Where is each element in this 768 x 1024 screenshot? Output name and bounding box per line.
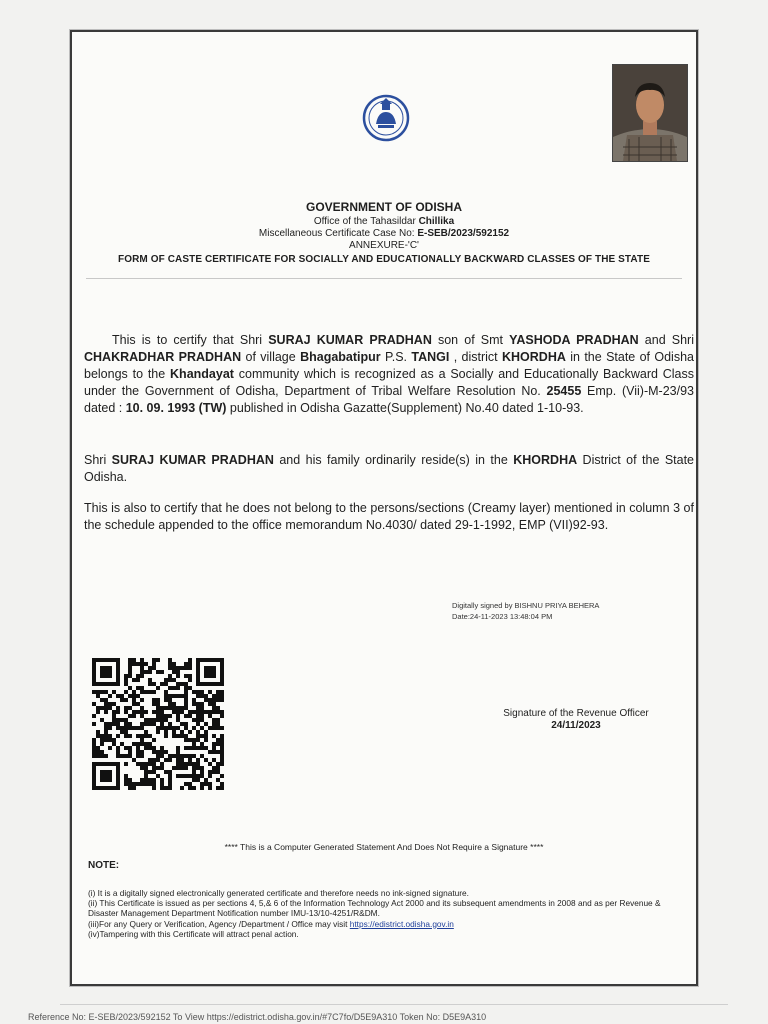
- note-label: NOTE:: [88, 860, 120, 871]
- form-title: FORM OF CASTE CERTIFICATE FOR SOCIALLY AND EDUCATIONALLY BACKWARD CLASSES OF THE STATE: [118, 254, 650, 265]
- certification-paragraph: This is to certify that Shri SURAJ KUMAR PRADHAN son of Smt YASHODA PRADHAN and Shri CHAKRADHAR PRADHAN of village Bhagabatipur P.S. TANGI , district KHORDHA in the State of Odisha belongs to the Khandayat community which is recognized as a Socially and Educationally Backward Class under the Government of Odisha, Department of Tribal Welfare Resolution No. 25455 Emp. (Vii)-M-23/93 dated : 10. 09. 1993 (TW) published in Odisha Gazatte(Supplement) No.40 dated 1-10-93.: [84, 333, 695, 415]
- signature-title: Signature of the Revenue Officer: [503, 708, 649, 719]
- header-divider: [86, 278, 682, 279]
- signature-block: [476, 708, 676, 732]
- office-line: Office of the Tahasildar Chillika: [313, 216, 455, 227]
- reference-footer: Reference No: E-SEB/2023/592152 To View https://edistrict.odisha.gov.in/#7C7fo/D5E9A310 Token No: D5E9A310: [28, 1012, 487, 1022]
- signature-date: 24/11/2023: [551, 720, 601, 731]
- notes-list: [88, 888, 688, 939]
- note-item: (iv)Tampering with this Certificate will attract penal action.: [88, 928, 299, 939]
- creamy-layer-paragraph: This is also to certify that he does not belong to the persons/sections (Creamy layer) mentioned in column 3 of the schedule appended to the office memorandum No.4030/ dated 29-1-1992, EMP (VII)92-93.: [84, 501, 694, 532]
- note-item: (i) It is a digitally signed electronically generated certificate and therefore needs no ink-signed signature.: [88, 888, 469, 898]
- applicant-photo: [612, 64, 688, 162]
- odisha-emblem-icon: [358, 88, 414, 144]
- computer-generated-note: **** This is a Computer Generated Statement And Does Not Require a Signature ****: [224, 842, 544, 852]
- issuing-authority: GOVERNMENT OF ODISHA: [305, 200, 462, 214]
- annexure-label: ANNEXURE-'C': [349, 240, 419, 251]
- note-item: (ii) This Certificate is issued as per sections 4, 5,& 6 of the Information Technology Act 2000 and its subsequent amendments in 2008 and as per Revenue & Disaster Management Department Notification number IMU-13/10-4251/R&DM.: [88, 898, 661, 919]
- digital-signature-block: [452, 600, 599, 622]
- digital-signer: Digitally signed by BISHNU PRIYA BEHERA: [452, 601, 600, 610]
- qr-code[interactable]: [92, 658, 224, 790]
- digital-sign-date: Date:24-11-2023 13:48:04 PM: [452, 612, 553, 621]
- case-number-line: Miscellaneous Certificate Case No: E-SEB/2023/592152: [258, 228, 510, 239]
- certificate-page: [70, 30, 698, 986]
- note-item: (iii)For any Query or Verification, Agency /Department / Office may visit https://edistrict.odisha.gov.in: [88, 918, 454, 929]
- edistrict-link[interactable]: https://edistrict.odisha.gov.in: [349, 918, 454, 929]
- footer-divider: [60, 1004, 728, 1005]
- residence-paragraph: Shri SURAJ KUMAR PRADHAN and his family ordinarily reside(s) in the KHORDHA District of the State Odisha.: [84, 453, 695, 484]
